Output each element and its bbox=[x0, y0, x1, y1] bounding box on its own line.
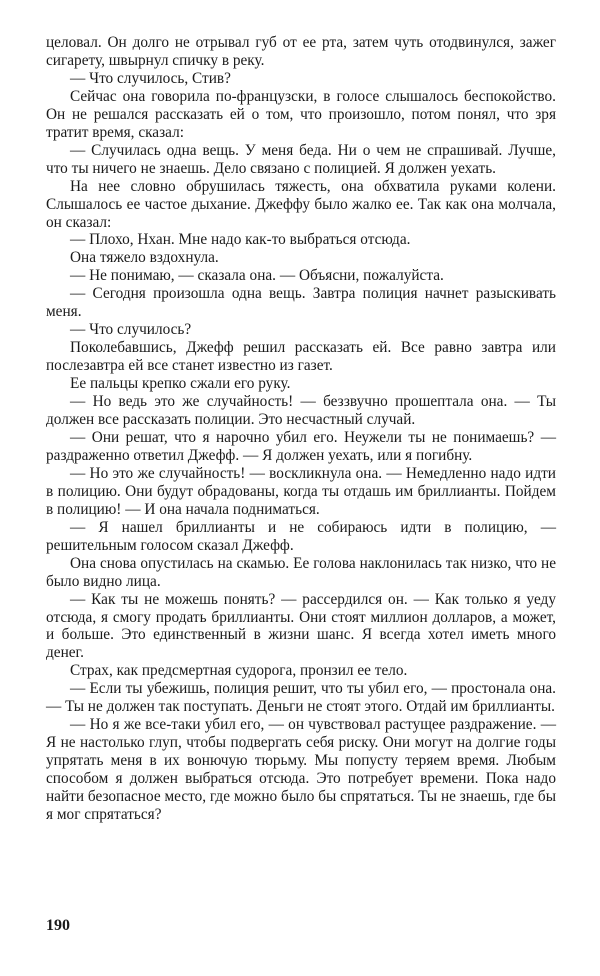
paragraph: — Не понимаю, — сказала она. — Объясни, пожалуйста. bbox=[70, 267, 444, 285]
paragraph: — Как ты не можешь понять? — рассердился он. — Как только я уеду отсюда, я смогу продать бриллианты. Они стоят миллион долларов, а может, и больше. Это единственный в жизни шанс. Я всегда хотел иметь много денег. bbox=[46, 590, 556, 662]
paragraph: — Что случилось? bbox=[70, 321, 192, 339]
paragraph: Она тяжело вздохнула. bbox=[70, 249, 219, 267]
paragraph: — Но ведь это же случайность! — беззвучно прошептала она. — Ты должен все рассказать полиции. Это несчастный случай. bbox=[46, 393, 556, 429]
paragraph: — Но это же случайность! — воскликнула она. — Немедленно надо идти в полицию. Они будут обрадованы, когда ты отдашь им бриллианты. Пойдем в полицию! — И она начала подниматься. bbox=[46, 464, 556, 518]
paragraph: — Я нашел бриллианты и не собираюсь идти в полицию, — решительным голосом сказал Джефф. bbox=[46, 518, 556, 554]
page-body bbox=[46, 34, 556, 824]
paragraph: Она снова опустилась на скамью. Ее голова наклонилась так низко, что не было видно лица. bbox=[46, 554, 556, 590]
paragraph: Сейчас она говорила по-французски, в голосе слышалось беспокойство. Он не решался рассказать ей о том, что произошло, потом понял, что зря тратит время, сказал: bbox=[46, 87, 556, 141]
paragraph: Страх, как предсмертная судорога, пронзил ее тело. bbox=[70, 662, 408, 680]
paragraph: — Если ты убежишь, полиция решит, что ты убил его, — простонала она. — Ты не должен так поступать. Деньги не стоят этого. Отдай им бриллианты. bbox=[46, 680, 556, 716]
paragraph: — Но я же все-таки убил его, — он чувствовал растущее раздражение. — Я не настолько глуп, чтобы подвергать себя риску. Они могут на долгие годы упрятать меня в их вонючую тюрьму. Мы попусту теряем время. Любым способом я должен выбраться отсюда. Это потребует времени. Пока надо найти безопасное место, где можно было бы спрятаться. Ты не знаешь, где бы я мог спрятаться? bbox=[46, 716, 556, 823]
paragraph: целовал. Он долго не отрывал губ от ее рта, затем чуть отодвинулся, зажег сигарету, швырнул спичку в реку. bbox=[46, 34, 556, 69]
paragraph: — Что случилось, Стив? bbox=[70, 69, 231, 87]
paragraph: — Случилась одна вещь. У меня беда. Ни о чем не спрашивай. Лучше, что ты ничего не знаешь. Дело связано с полицией. Я должен уехать. bbox=[46, 141, 556, 177]
paragraph: Ее пальцы крепко сжали его руку. bbox=[70, 375, 291, 393]
paragraph: — Сегодня произошла одна вещь. Завтра полиция начнет разыскивать меня. bbox=[46, 285, 556, 321]
paragraph: — Они решат, что я нарочно убил его. Неужели ты не понимаешь? — раздраженно ответил Джефф. — Я должен уехать, или я погибну. bbox=[46, 428, 556, 464]
paragraph: — Плохо, Нхан. Мне надо как-то выбраться отсюда. bbox=[70, 231, 411, 249]
paragraph: На нее словно обрушилась тяжесть, она обхватила руками колени. Слышалось ее частое дыхание. Джеффу было жалко ее. Так как она молчала, он сказал: bbox=[46, 177, 556, 231]
paragraph: Поколебавшись, Джефф решил рассказать ей. Все равно завтра или послезавтра ей все станет известно из газет. bbox=[46, 339, 556, 375]
page-number: 190 bbox=[46, 917, 70, 934]
